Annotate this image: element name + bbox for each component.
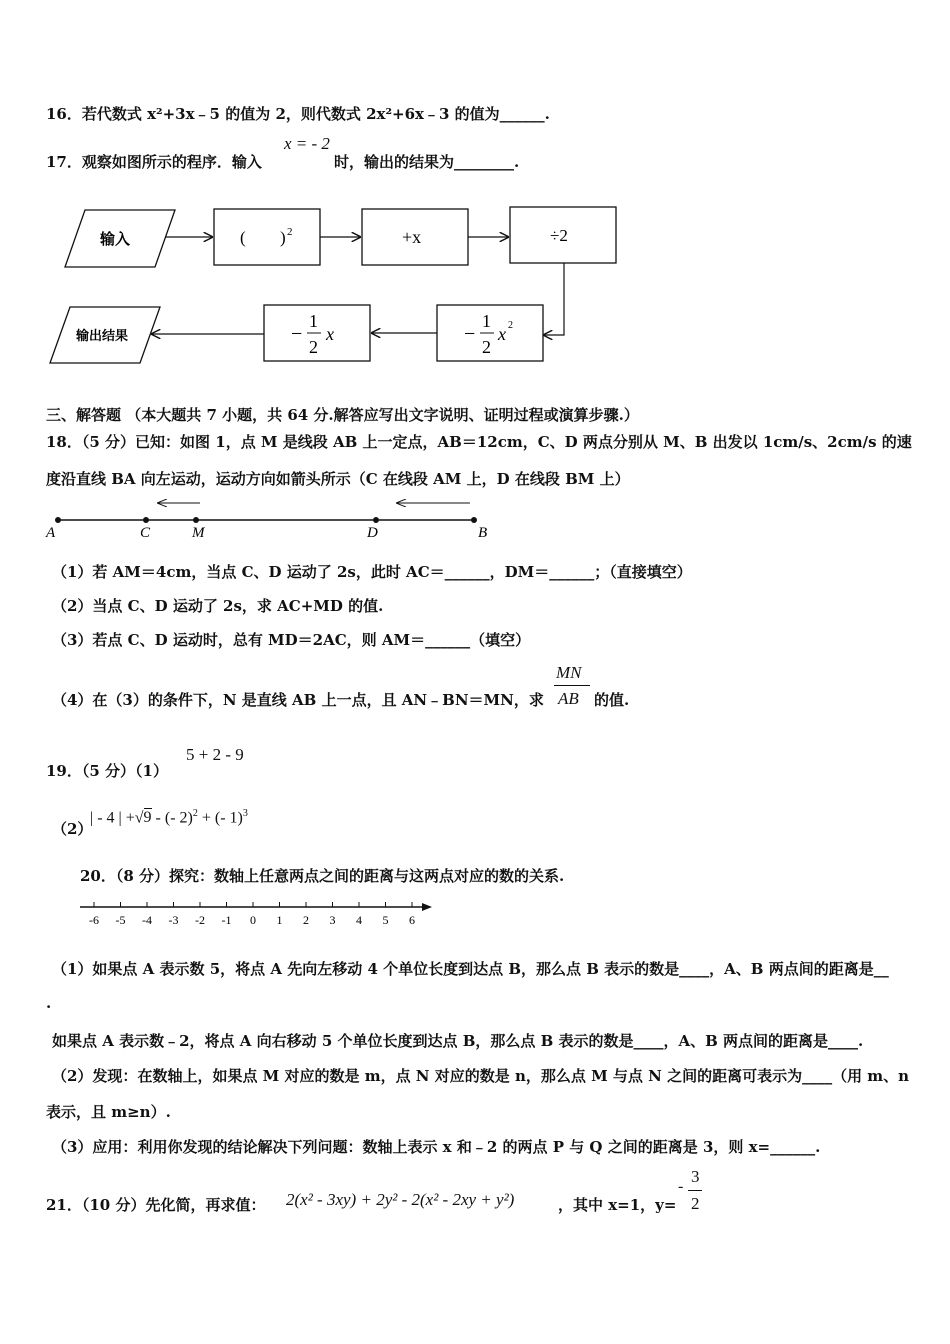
point-b bbox=[471, 517, 477, 523]
label-m: M bbox=[192, 525, 205, 541]
square-close: ) bbox=[280, 228, 286, 247]
number-line-arrowhead bbox=[422, 903, 432, 911]
num-1a: 1 bbox=[482, 311, 491, 331]
var-x-1: x bbox=[498, 324, 506, 344]
tick-label: -5 bbox=[115, 913, 126, 927]
square-open: ( bbox=[240, 228, 246, 247]
question-20-part1a: （1）如果点 A 表示数 5，将点 A 先向左移动 4 个单位长度到达点 B，那么点 B 表示的数是____，A、B 两点间的距离是__ bbox=[52, 960, 889, 978]
question-21-expression: 2(x² - 3xy) + 2y² - 2(x² - 2xy + y²) bbox=[286, 1190, 515, 1209]
question-20-part2a: （2）发现：在数轴上，如果点 M 对应的数是 m，点 N 对应的数是 n，那么点 M 与点 N 之间的距离可表示为____（用 m、n bbox=[52, 1067, 910, 1085]
square-exponent: 2 bbox=[287, 226, 293, 238]
neg-sign-1: − bbox=[464, 323, 476, 345]
sup-2: 2 bbox=[508, 320, 513, 331]
question-18-line2: 度沿直线 BA 向左运动，运动方向如箭头所示（C 在线段 AM 上，D 在线段 BM 上） bbox=[46, 470, 630, 488]
question-20-part1b: 如果点 A 表示数﹣2，将点 A 向右移动 5 个单位长度到达点 B，那么点 B 表示的数是____，A、B 两点间的距离是____. bbox=[52, 1032, 864, 1050]
question-19-label-2: （2） bbox=[52, 820, 93, 838]
y-frac-bar bbox=[688, 1190, 702, 1191]
sqrt-radicand: 9 bbox=[143, 809, 152, 827]
plus-x-label: +x bbox=[402, 227, 422, 247]
number-line bbox=[70, 895, 440, 935]
question-21-condition: ，其中 x=1，y= bbox=[558, 1196, 677, 1214]
tick-label: 6 bbox=[409, 913, 415, 927]
tick-label: -1 bbox=[221, 913, 232, 927]
tick-label: -4 bbox=[142, 913, 152, 927]
question-16: 16．若代数式 x²+3x﹣5 的值为 2，则代数式 2x²+6x﹣3 的值为______. bbox=[46, 105, 550, 123]
question-18-part2: （2）当点 C、D 运动了 2s，求 AC+MD 的值. bbox=[52, 597, 384, 615]
point-d bbox=[373, 517, 379, 523]
question-18-part3: （3）若点 C、D 运动时，总有 MD＝2AC，则 AM＝______（填空） bbox=[52, 631, 531, 649]
square-box bbox=[214, 209, 320, 265]
number-line-ticks bbox=[89, 902, 415, 927]
tick-label: -6 bbox=[89, 913, 99, 927]
input-value-expression: x = - 2 bbox=[284, 134, 330, 153]
tick-label: -2 bbox=[195, 913, 205, 927]
fraction-bar-mn-ab bbox=[554, 685, 590, 686]
expr2-power-term: - (- 2) bbox=[151, 809, 193, 827]
output-label: 输出结果 bbox=[76, 328, 129, 343]
point-m bbox=[193, 517, 199, 523]
question-20-part1a-dot: . bbox=[46, 994, 52, 1012]
section-3-title: 三、解答题 （本大题共 7 小题，共 64 分.解答应写出文字说明、证明过程或演算步骤.） bbox=[46, 406, 639, 424]
sqrt-symbol: √ bbox=[134, 809, 144, 827]
point-c bbox=[143, 517, 149, 523]
y-frac-num: 3 bbox=[691, 1167, 700, 1186]
question-20-title: 20．（8 分）探究：数轴上任意两点之间的距离与这两点对应的数的关系. bbox=[80, 867, 565, 885]
y-frac-den: 2 bbox=[691, 1194, 700, 1213]
question-18-part4: （4）在（3）的条件下，N 是直线 AB 上一点，且 AN﹣BN＝MN，求 bbox=[52, 691, 544, 709]
tick-label: 1 bbox=[276, 913, 283, 927]
den-2a: 2 bbox=[482, 337, 491, 357]
tick-label: 0 bbox=[250, 913, 256, 927]
expr2-exp-2: 3 bbox=[242, 808, 248, 819]
expr2-cube-term: + (- 1) bbox=[197, 809, 243, 827]
label-b: B bbox=[478, 525, 488, 541]
question-20-part3: （3）应用：利用你发现的结论解决下列问题：数轴上表示 x 和﹣2 的两点 P 与 Q 之间的距离是 3，则 x=______. bbox=[52, 1138, 821, 1156]
label-a: A bbox=[46, 525, 56, 541]
expr2-exp-1: 2 bbox=[192, 808, 198, 819]
question-18-part4-tail: 的值. bbox=[594, 691, 630, 709]
den-2b: 2 bbox=[309, 337, 318, 357]
fraction-ab: AB bbox=[558, 689, 579, 708]
question-21-label: 21．（10 分）先化简，再求值： bbox=[46, 1196, 266, 1214]
arrow-4 bbox=[544, 263, 564, 335]
expression-2 bbox=[90, 808, 248, 827]
label-d: D bbox=[367, 525, 378, 541]
tick-label: 5 bbox=[382, 913, 389, 927]
label-c: C bbox=[140, 525, 151, 541]
question-17-tail: 时，输出的结果为________. bbox=[334, 153, 520, 171]
tick-label: 4 bbox=[356, 913, 362, 927]
point-a bbox=[55, 517, 61, 523]
tick-label: 3 bbox=[329, 913, 336, 927]
expr2-abs: | - 4 | + bbox=[90, 809, 135, 827]
num-1b: 1 bbox=[309, 311, 318, 331]
question-18-line1: 18．（5 分）已知：如图 1，点 M 是线段 AB 上一定点，AB＝12cm，C、D 两点分别从 M、B 出发以 1cm/s、2cm/s 的速 bbox=[46, 433, 912, 451]
question-18-part1: （1）若 AM＝4cm，当点 C、D 运动了 2s，此时 AC＝______，DM＝______；（直接填空） bbox=[52, 563, 692, 581]
program-flowchart bbox=[40, 195, 660, 375]
divide-2-label: ÷2 bbox=[550, 226, 568, 245]
fraction-mn: MN bbox=[556, 663, 582, 682]
question-17 bbox=[46, 151, 262, 172]
question-20-part2b: 表示，且 m≥n）. bbox=[46, 1103, 171, 1121]
expression-1: 5 + 2 - 9 bbox=[186, 745, 244, 764]
tick-label: 2 bbox=[303, 913, 309, 927]
question-19-label: 19．（5 分）（1） bbox=[46, 762, 168, 780]
segment-diagram bbox=[40, 492, 510, 542]
neg-sign-2: − bbox=[291, 323, 303, 345]
var-x-2: x bbox=[326, 324, 334, 344]
question-17-text: 17．观察如图所示的程序．输入 bbox=[46, 153, 262, 171]
input-label: 输入 bbox=[100, 232, 131, 248]
tick-label: -3 bbox=[168, 913, 179, 927]
y-negative-sign: - bbox=[678, 1178, 684, 1195]
